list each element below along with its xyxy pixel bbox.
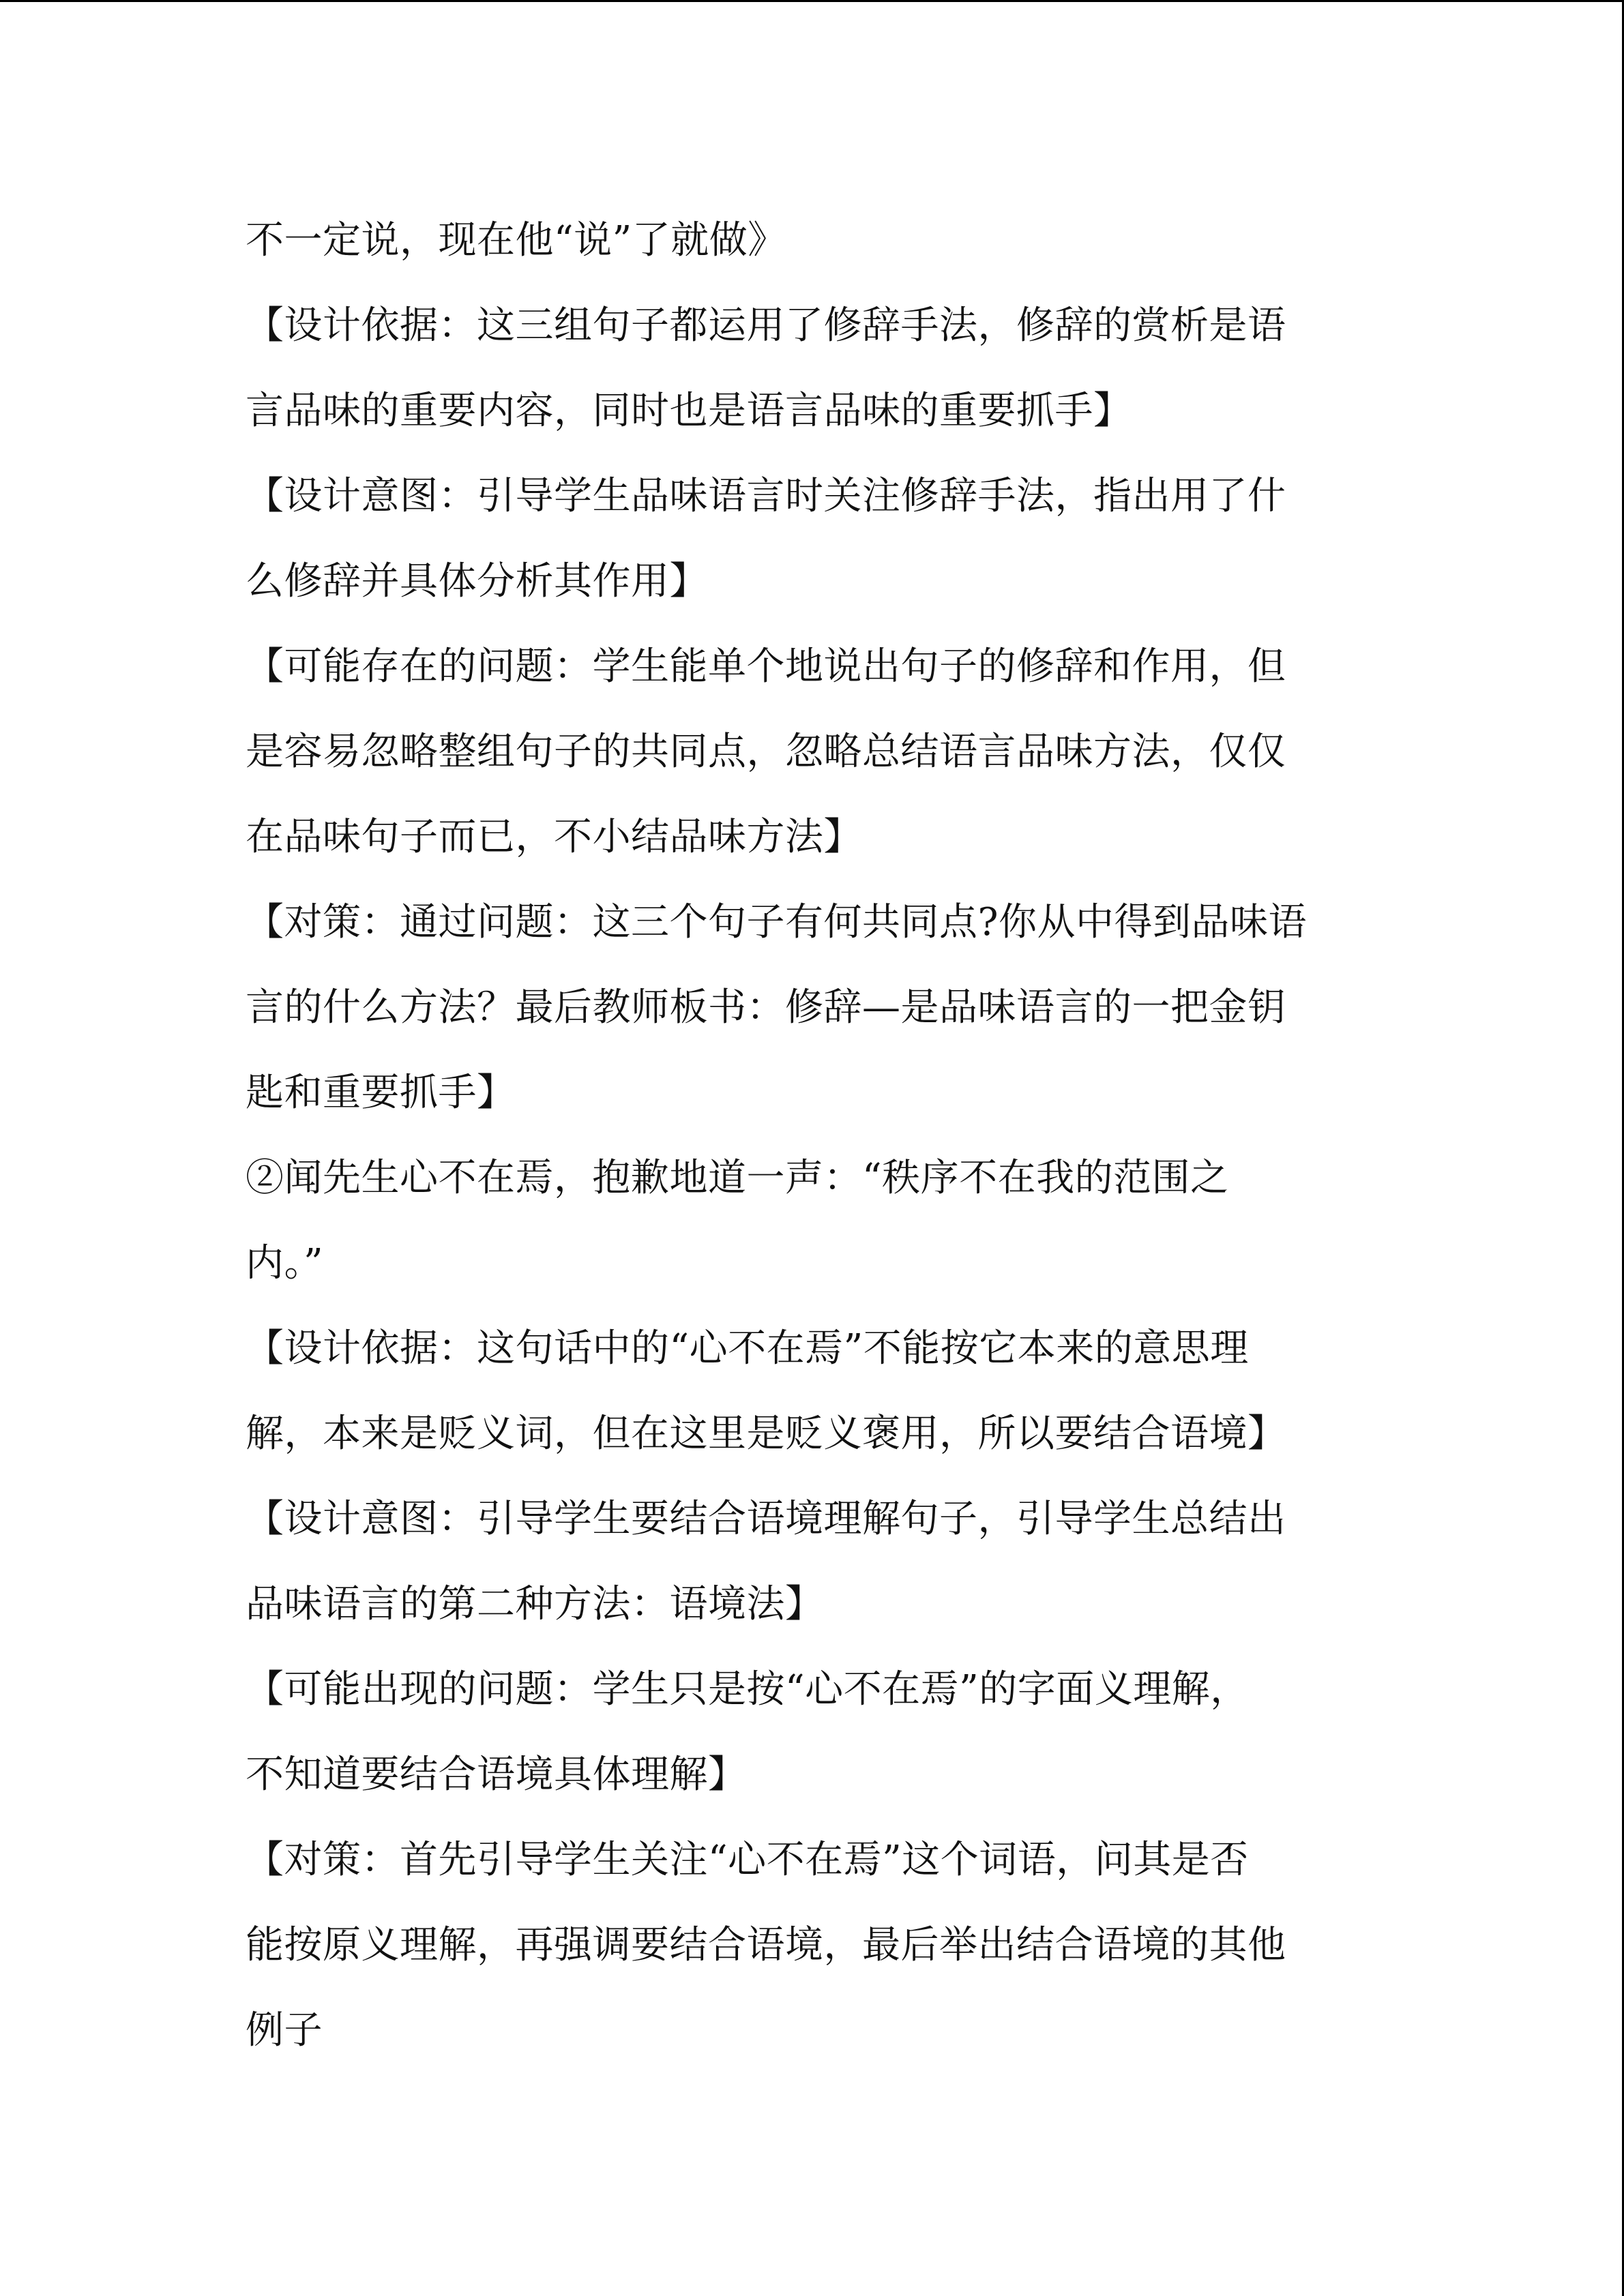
text-line: 【设计意图：引导学生品味语言时关注修辞手法，指出用了什: [246, 474, 1286, 518]
text-line: 品味语言的第二种方法：语境法】: [246, 1582, 824, 1626]
text-line: 言品味的重要内容，同时也是语言品味的重要抓手】: [246, 389, 1132, 433]
text-line: 【可能出现的问题：学生只是按“心不在焉”的字面义理解，: [246, 1667, 1249, 1712]
text-line: 是容易忽略整组句子的共同点，忽略总结语言品味方法，仅仅: [246, 730, 1286, 774]
text-line: 在品味句子而已，不小结品味方法】: [246, 815, 862, 859]
text-line: 言的什么方法？最后教师板书：修辞—是品味语言的一把金钥: [246, 985, 1286, 1030]
text-line: 匙和重要抓手】: [246, 1071, 516, 1115]
text-line: 么修辞并具体分析其作用】: [246, 559, 708, 603]
text-line: 内。”: [246, 1241, 324, 1285]
text-line: 不知道要结合语境具体理解】: [246, 1753, 747, 1797]
text-line: 不一定说，现在他“说”了就做》: [246, 218, 786, 263]
text-line: ②闻先生心不在焉，抱歉地道一声：“秩序不在我的范围之: [246, 1156, 1229, 1200]
text-line: 能按原义理解，再强调要结合语境，最后举出结合语境的其他: [246, 1923, 1286, 1967]
text-line: 【对策：通过问题：这三个句子有何共同点?你从中得到品味语: [246, 900, 1308, 944]
page-border-top: [0, 0, 1624, 2]
text-line: 【可能存在的问题：学生能单个地说出句子的修辞和作用，但: [246, 644, 1286, 689]
text-line: 【设计依据：这三组句子都运用了修辞手法，修辞的赏析是语: [246, 303, 1286, 348]
text-line: 【设计意图：引导学生要结合语境理解句子，引导学生总结出: [246, 1497, 1286, 1541]
text-line: 解，本来是贬义词，但在这里是贬义褒用，所以要结合语境】: [246, 1412, 1286, 1456]
text-line: 【设计依据：这句话中的“心不在焉”不能按它本来的意思理: [246, 1326, 1249, 1371]
document-body: [246, 198, 1378, 2073]
text-line: 例子: [246, 2008, 323, 2053]
text-line: 【对策：首先引导学生关注“心不在焉”这个词语，问其是否: [246, 1838, 1249, 1882]
